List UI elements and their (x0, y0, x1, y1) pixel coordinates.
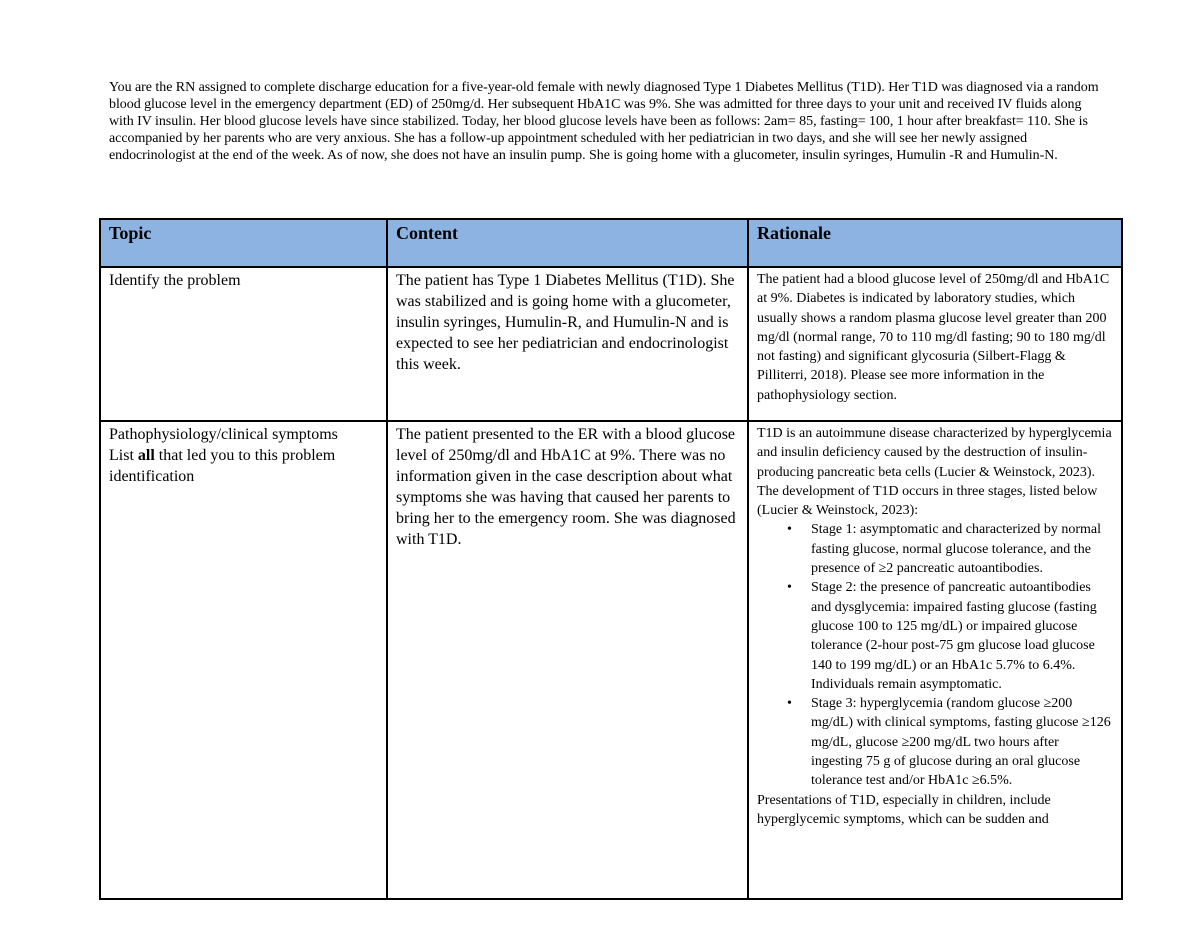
row2-topic-list: List (109, 447, 138, 464)
row2-content: The patient presented to the ER with a blood glucose level of 250mg/dl and HbA1C at 9%. There was no information given in the case description about what symptoms she was having that caused her parents to bring her to the emergency room. She was diagnosed with T1D. (387, 421, 748, 899)
case-description: You are the RN assigned to complete discharge education for a five-year-old female with newly diagnosed Type 1 Diabetes Mellitus (T1D). Her T1D was diagnosed via a random blood glucose level in the emergency department (ED) of 250mg/d. Her subsequent HbA1C was 9%. She was admitted for three days to your unit and received IV fluids along with IV insulin. Her blood glucose levels have since stabilized. Today, her blood glucose levels have been as follows: 2am= 85, fasting= 100, 1 hour after breakfast= 110. She is accompanied by her parents who are very anxious. She has a follow-up appointment scheduled with her pediatrician in two days, and she will see her newly assigned endocrinologist at the end of the week. As of now, she does not have an insulin pump. She is going home with a glucometer, insulin syringes, Humulin -R and Humulin-N. (109, 80, 1099, 163)
table-row (100, 421, 1122, 899)
header-content: Content (387, 219, 748, 267)
stages-list (757, 520, 1113, 790)
row1-content: The patient has Type 1 Diabetes Mellitus (T1D). She was stabilized and is going home with a glucometer, insulin syringes, Humulin-R, and Humulin-N and is expected to see her pediatrician and endocrinologist this week. (387, 267, 748, 421)
row2-topic-line1: Pathophysiology/clinical symptoms (109, 426, 338, 443)
row2-rationale (748, 421, 1122, 899)
row2-topic (100, 421, 387, 899)
row1-topic: Identify the problem (100, 267, 387, 421)
stage-2-item: • Stage 2: the presence of pancreatic autoantibodies and dysglycemia: impaired fasting glucose (fasting glucose 100 to 125 mg/dL) or impaired glucose tolerance (2-hour post-75 gm glucose load glucose 140 to 199 mg/dL) or an HbA1c 5.7% to 6.4%. Individuals remain asymptomatic. (811, 578, 1113, 694)
row2-topic-rest: that led you to this problem identification (109, 447, 336, 485)
row1-rationale: The patient had a blood glucose level of 250mg/dl and HbA1C at 9%. Diabetes is indicated by laboratory studies, which usually shows a random plasma glucose level greater than 200 mg/dl (normal range, 70 to 110 mg/dl fasting; 90 to 180 mg/dl not fasting) and significant glycosuria (Silbert-Flagg & Pilliterri, 2018). Please see more information in the pathophysiology section. (748, 267, 1122, 421)
care-plan-table (99, 218, 1123, 900)
row2-topic-all: all (137, 447, 155, 464)
stage-1-item: • Stage 1: asymptomatic and characterized by normal fasting glucose, normal glucose tolerance, and the presence of ≥2 pancreatic autoantibodies. (811, 520, 1113, 578)
row2-rationale-intro: T1D is an autoimmune disease characterized by hyperglycemia and insulin deficiency caused by the destruction of insulin-producing pancreatic beta cells (Lucier & Weinstock, 2023). The development of T1D occurs in three stages, listed below (Lucier & Weinstock, 2023): (757, 426, 1112, 519)
stage-3-item: • Stage 3: hyperglycemia (random glucose ≥200 mg/dL) with clinical symptoms, fasting glucose ≥126 mg/dL, glucose ≥200 mg/dL two hours after ingesting 75 g of glucose during an oral glucose tolerance test and/or HbA1c ≥6.5%. (811, 694, 1113, 790)
table-row (100, 267, 1122, 421)
header-rationale: Rationale (748, 219, 1122, 267)
header-topic: Topic (100, 219, 387, 267)
row2-rationale-outro: Presentations of T1D, especially in children, include hyperglycemic symptoms, which can be sudden and (757, 792, 1051, 827)
table-header-row (100, 219, 1122, 267)
